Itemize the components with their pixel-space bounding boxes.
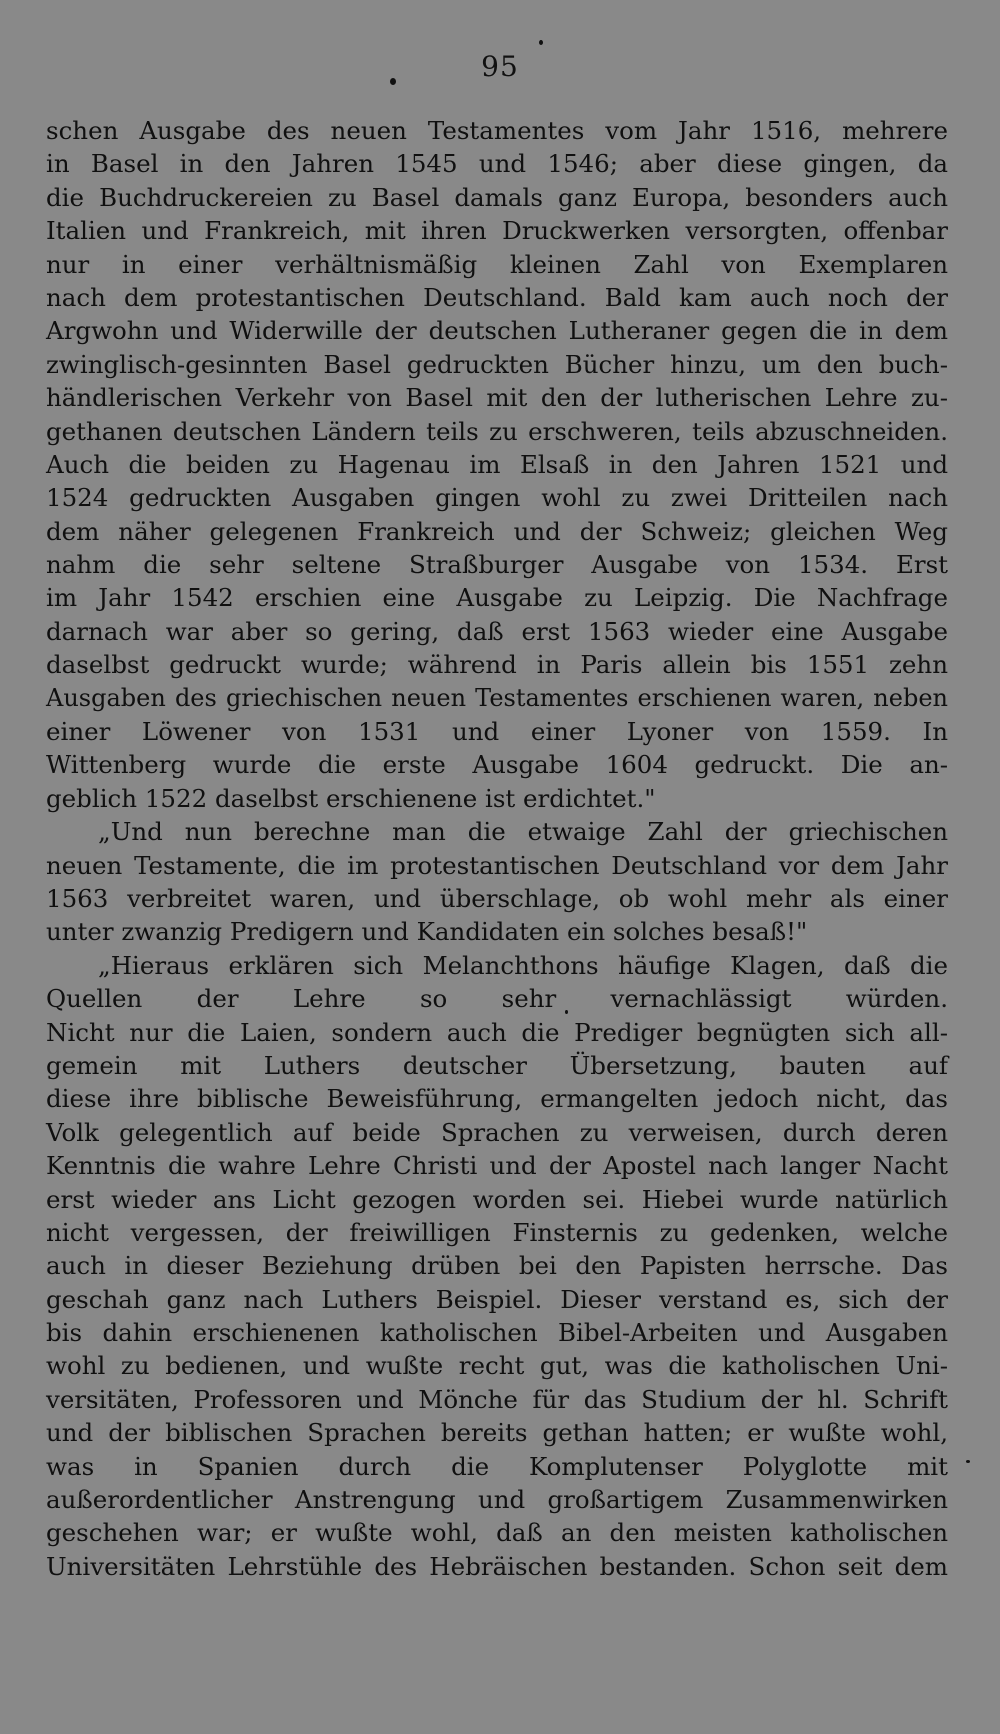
text-line: schen Ausgabe des neuen Testamentes vom Jahr 1516, mehrere [46,116,948,145]
text-line: nahm die sehr seltene Straßburger Ausgabe von 1534. Erst [46,550,948,580]
body-text [46,114,948,1583]
text-line: gethanen deutschen Ländern teils zu erschweren, teils abzuschneiden. [46,416,948,446]
text-line: nach dem protestantischen Deutschland. Bald kam auch noch der [46,282,948,312]
text-line: Nicht nur die Laien, sondern auch die Prediger begnügten sich all- [46,1017,948,1047]
text-line: bis dahin erschienenen katholischen Bibel-Arbeiten und Ausgaben [46,1318,948,1348]
text-line: nur in einer verhältnismäßig kleinen Zahl von Exemplaren [46,249,948,279]
text-line: geschah ganz nach Luthers Beispiel. Dieser verstand es, sich der [46,1284,948,1314]
text-line: 1524 gedruckten Ausgaben gingen wohl zu zwei Dritteilen nach [46,483,948,513]
text-line: Wittenberg wurde die erste Ausgabe 1604 gedruckt. Die an- [46,750,948,780]
text-line: im Jahr 1542 erschien eine Ausgabe zu Leipzig. Die Nachfrage [46,583,948,613]
text-line: neuen Testamente, die im protestantischen Deutschland vor dem Jahr [46,850,948,880]
text-line: in Basel in den Jahren 1545 und 1546; aber diese gingen, da [46,149,948,179]
text-line: gemein mit Luthers deutscher Übersetzung, bauten auf [46,1050,948,1080]
print-speck [966,1460,970,1463]
text-line: auch in dieser Beziehung drüben bei den Papisten herrsche. Das [46,1251,948,1281]
text-line: darnach war aber so gering, daß erst 1563 wieder eine Ausgabe [46,616,948,646]
text-line: 1563 verbreitet waren, und überschlage, ob wohl mehr als einer [46,883,948,913]
text-line: Universitäten Lehrstühle des Hebräischen bestanden. Schon seit dem [46,1551,948,1581]
text-line: und der biblischen Sprachen bereits gethan hatten; er wußte wohl, [46,1418,948,1448]
text-line: geschehen war; er wußte wohl, daß an den meisten katholischen [46,1518,948,1548]
text-line: Ausgaben des griechischen neuen Testamentes erschienen waren, neben [46,683,948,712]
text-line: „Und nun berechne man die etwaige Zahl der griechischen [98,817,948,847]
text-line: Argwohn und Widerwille der deutschen Lutheraner gegen die in dem [46,316,948,346]
text-line: nicht vergessen, der freiwilligen Finsternis zu gedenken, welche [46,1217,948,1247]
text-line: zwinglisch-gesinnten Basel gedruckten Bücher hinzu, um den buch- [46,349,948,379]
print-speck [539,40,543,45]
text-line: Kenntnis die wahre Lehre Christi und der Apostel nach langer Nacht [46,1151,948,1181]
text-line: Auch die beiden zu Hagenau im Elsaß in den Jahren 1521 und [46,449,948,479]
text-line: händlerischen Verkehr von Basel mit den der lutherischen Lehre zu- [46,383,948,413]
text-line: erst wieder ans Licht gezogen worden sei. Hiebei wurde natürlich [46,1184,948,1214]
text-line: versitäten, Professoren und Mönche für das Studium der hl. Schrift [46,1384,948,1414]
text-line: dem näher gelegenen Frankreich und der Schweiz; gleichen Weg [46,516,948,546]
text-line: die Buchdruckereien zu Basel damals ganz Europa, besonders auch [46,182,948,212]
text-line: außerordentlicher Anstrengung und großartigem Zusammenwirken [46,1485,948,1515]
text-line: Italien und Frankreich, mit ihren Druckwerken versorgten, offenbar [46,216,948,246]
text-line: daselbst gedruckt wurde; während in Paris allein bis 1551 zehn [46,650,948,680]
text-line: geblich 1522 daselbst erschienene ist erdichtet." [46,783,656,813]
page-number: 95 [481,50,519,83]
text-line: diese ihre biblische Beweisführung, ermangelten jedoch nicht, das [46,1084,948,1114]
text-line: einer Löwener von 1531 und einer Lyoner von 1559. In [46,717,948,747]
text-line: unter zwanzig Predigern und Kandidaten ein solches besaß!" [46,917,808,947]
text-line: Volk gelegentlich auf beide Sprachen zu verweisen, durch deren [46,1117,948,1147]
text-line: „Hieraus erklären sich Melanchthons häufige Klagen, daß die [98,950,948,980]
text-line: Quellen der Lehre so sehr vernachlässigt würden. [46,984,948,1014]
text-line: was in Spanien durch die Komplutenser Polyglotte mit [46,1451,948,1481]
print-speck [390,78,396,85]
text-line: wohl zu bedienen, und wußte recht gut, was die katholischen Uni- [46,1351,948,1381]
